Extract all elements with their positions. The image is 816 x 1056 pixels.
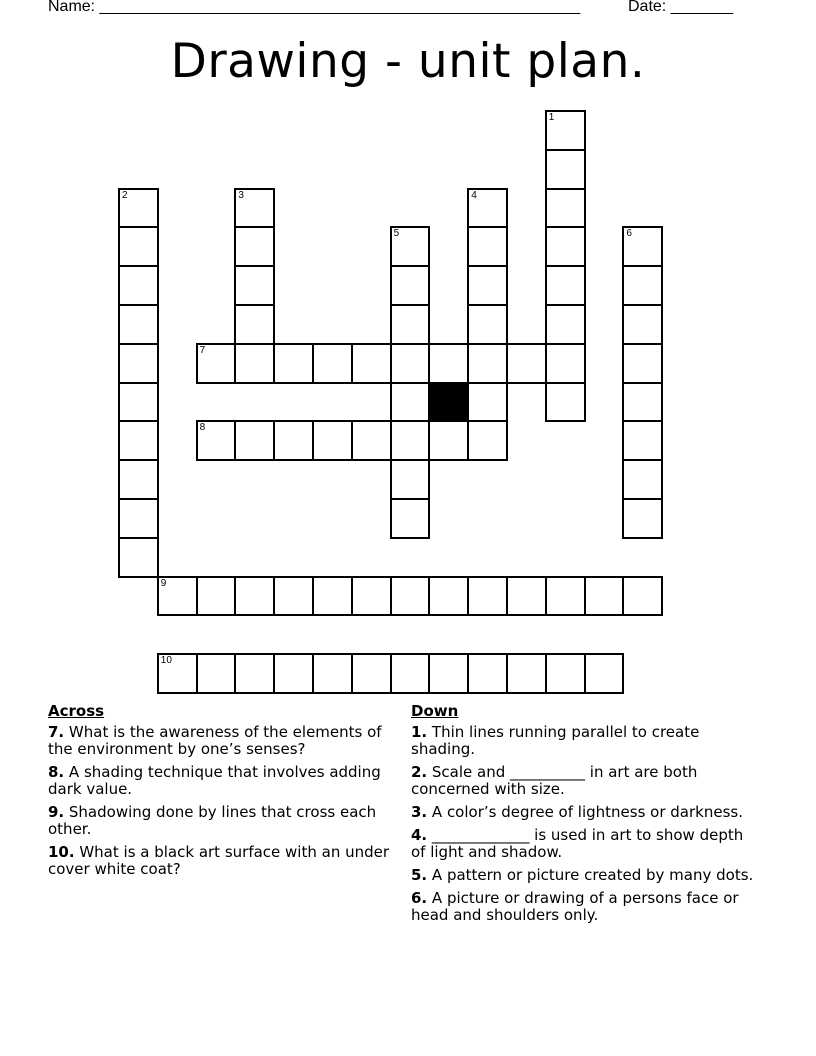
clue-number: 2. xyxy=(411,763,428,781)
answer-cell[interactable] xyxy=(118,420,159,461)
answer-cell[interactable] xyxy=(234,343,275,384)
answer-cell[interactable] xyxy=(545,576,586,617)
across-heading: Across xyxy=(48,702,105,720)
answer-cell[interactable] xyxy=(467,343,508,384)
down-clue xyxy=(411,724,756,758)
name-field-label: Name: ______________________________________________________ xyxy=(48,0,581,15)
answer-cell[interactable] xyxy=(428,343,469,384)
answer-cell[interactable] xyxy=(351,343,392,384)
answer-cell[interactable] xyxy=(467,653,508,694)
answer-cell[interactable] xyxy=(157,576,198,617)
cell-number: 4 xyxy=(471,189,477,201)
answer-cell[interactable] xyxy=(273,653,314,694)
answer-cell[interactable] xyxy=(273,420,314,461)
across-clues xyxy=(48,703,393,884)
down-heading: Down xyxy=(411,702,459,720)
answer-cell[interactable] xyxy=(234,420,275,461)
answer-cell[interactable] xyxy=(622,459,663,500)
answer-cell[interactable] xyxy=(390,498,431,539)
answer-cell[interactable] xyxy=(506,653,547,694)
answer-cell[interactable] xyxy=(428,653,469,694)
answer-cell[interactable] xyxy=(351,576,392,617)
answer-cell[interactable] xyxy=(584,576,625,617)
answer-cell[interactable] xyxy=(545,653,586,694)
answer-cell[interactable] xyxy=(196,576,237,617)
answer-cell[interactable] xyxy=(622,226,663,267)
answer-cell[interactable] xyxy=(273,576,314,617)
answer-cell[interactable] xyxy=(234,576,275,617)
clue-text: _____________ is used in art to show depth of light and shadow. xyxy=(411,826,744,861)
clue-number: 10. xyxy=(48,843,75,861)
answer-cell[interactable] xyxy=(118,265,159,306)
black-cell xyxy=(428,382,469,423)
cell-number: 1 xyxy=(548,112,555,123)
answer-cell[interactable] xyxy=(545,226,586,267)
answer-cell[interactable] xyxy=(234,304,275,345)
clue-number: 1. xyxy=(411,723,428,741)
answer-cell[interactable] xyxy=(545,110,586,151)
across-clue xyxy=(48,804,393,838)
answer-cell[interactable] xyxy=(622,343,663,384)
answer-cell[interactable] xyxy=(312,420,353,461)
answer-cell[interactable] xyxy=(584,653,625,694)
answer-cell[interactable] xyxy=(545,382,586,423)
answer-cell[interactable] xyxy=(622,265,663,306)
answer-cell[interactable] xyxy=(390,382,431,423)
answer-cell[interactable] xyxy=(196,420,237,461)
answer-cell[interactable] xyxy=(390,459,431,500)
answer-cell[interactable] xyxy=(390,343,431,384)
clue-number: 3. xyxy=(411,803,428,821)
answer-cell[interactable] xyxy=(622,576,663,617)
answer-cell[interactable] xyxy=(118,498,159,539)
answer-cell[interactable] xyxy=(622,382,663,423)
answer-cell[interactable] xyxy=(506,576,547,617)
answer-cell[interactable] xyxy=(234,265,275,306)
clue-number: 5. xyxy=(411,866,428,884)
down-clues xyxy=(411,703,756,930)
answer-cell[interactable] xyxy=(467,420,508,461)
clue-number: 6. xyxy=(411,889,428,907)
cell-number: 5 xyxy=(393,228,400,240)
answer-cell[interactable] xyxy=(273,343,314,384)
answer-cell[interactable] xyxy=(312,343,353,384)
answer-cell[interactable] xyxy=(118,537,159,578)
down-clue xyxy=(411,804,756,821)
answer-cell[interactable] xyxy=(428,420,469,461)
answer-cell[interactable] xyxy=(545,304,586,345)
answer-cell[interactable] xyxy=(234,226,275,267)
across-clue xyxy=(48,724,393,758)
answer-cell[interactable] xyxy=(467,188,508,229)
clue-text: Thin lines running parallel to create shading. xyxy=(411,723,700,758)
answer-cell[interactable] xyxy=(312,576,353,617)
answer-cell[interactable] xyxy=(545,343,586,384)
answer-cell[interactable] xyxy=(545,149,586,190)
answer-cell[interactable] xyxy=(467,382,508,423)
answer-cell[interactable] xyxy=(118,188,159,229)
clue-number: 7. xyxy=(48,723,65,741)
cell-number: 2 xyxy=(122,189,128,201)
clue-text: What is a black art surface with an under cover white coat? xyxy=(48,843,390,878)
answer-cell[interactable] xyxy=(390,265,431,306)
page-title: Drawing - unit plan. xyxy=(170,34,646,89)
answer-cell[interactable] xyxy=(467,265,508,306)
answer-cell[interactable] xyxy=(118,226,159,267)
cell-number: 10 xyxy=(160,655,172,667)
answer-cell[interactable] xyxy=(622,420,663,461)
answer-cell[interactable] xyxy=(545,188,586,229)
cell-number: 7 xyxy=(199,344,206,356)
answer-cell[interactable] xyxy=(467,226,508,267)
answer-cell[interactable] xyxy=(118,304,159,345)
clue-text: Shadowing done by lines that cross each other. xyxy=(48,803,377,838)
clue-number: 9. xyxy=(48,803,65,821)
cell-number: 6 xyxy=(626,228,632,240)
answer-cell[interactable] xyxy=(545,265,586,306)
clue-text: A shading technique that involves adding dark value. xyxy=(48,763,381,798)
answer-cell[interactable] xyxy=(506,343,547,384)
answer-cell[interactable] xyxy=(467,576,508,617)
cell-number: 9 xyxy=(160,577,167,589)
answer-cell[interactable] xyxy=(118,343,159,384)
clue-text: A pattern or picture created by many dots. xyxy=(427,866,754,884)
answer-cell[interactable] xyxy=(390,653,431,694)
clue-text: What is the awareness of the elements of the environment by one’s senses? xyxy=(48,723,382,758)
answer-cell[interactable] xyxy=(351,653,392,694)
cell-number: 3 xyxy=(238,189,244,201)
down-clue xyxy=(411,764,756,798)
answer-cell[interactable] xyxy=(390,420,431,461)
cell-number: 8 xyxy=(199,422,206,434)
answer-cell[interactable] xyxy=(622,498,663,539)
answer-cell[interactable] xyxy=(157,653,198,694)
answer-cell[interactable] xyxy=(312,653,353,694)
answer-cell[interactable] xyxy=(622,304,663,345)
answer-cell[interactable] xyxy=(234,188,275,229)
answer-cell[interactable] xyxy=(234,653,275,694)
down-clue xyxy=(411,867,756,884)
clue-number: 8. xyxy=(48,763,65,781)
clue-text: Scale and __________ in art are both concerned with size. xyxy=(411,763,698,798)
answer-cell[interactable] xyxy=(428,576,469,617)
answer-cell[interactable] xyxy=(390,226,431,267)
across-clue xyxy=(48,844,393,878)
answer-cell[interactable] xyxy=(351,420,392,461)
answer-cell[interactable] xyxy=(390,304,431,345)
answer-cell[interactable] xyxy=(467,304,508,345)
answer-cell[interactable] xyxy=(118,459,159,500)
date-field-label: Date: _______ xyxy=(628,0,733,15)
clue-text: A picture or drawing of a persons face or head and shoulders only. xyxy=(411,889,739,924)
answer-cell[interactable] xyxy=(196,343,237,384)
answer-cell[interactable] xyxy=(390,576,431,617)
answer-cell[interactable] xyxy=(118,382,159,423)
clue-text: A color’s degree of lightness or darkness. xyxy=(427,803,743,821)
down-clue xyxy=(411,890,756,924)
clue-number: 4. xyxy=(411,826,428,844)
across-clue xyxy=(48,764,393,798)
down-clue xyxy=(411,827,756,861)
answer-cell[interactable] xyxy=(196,653,237,694)
